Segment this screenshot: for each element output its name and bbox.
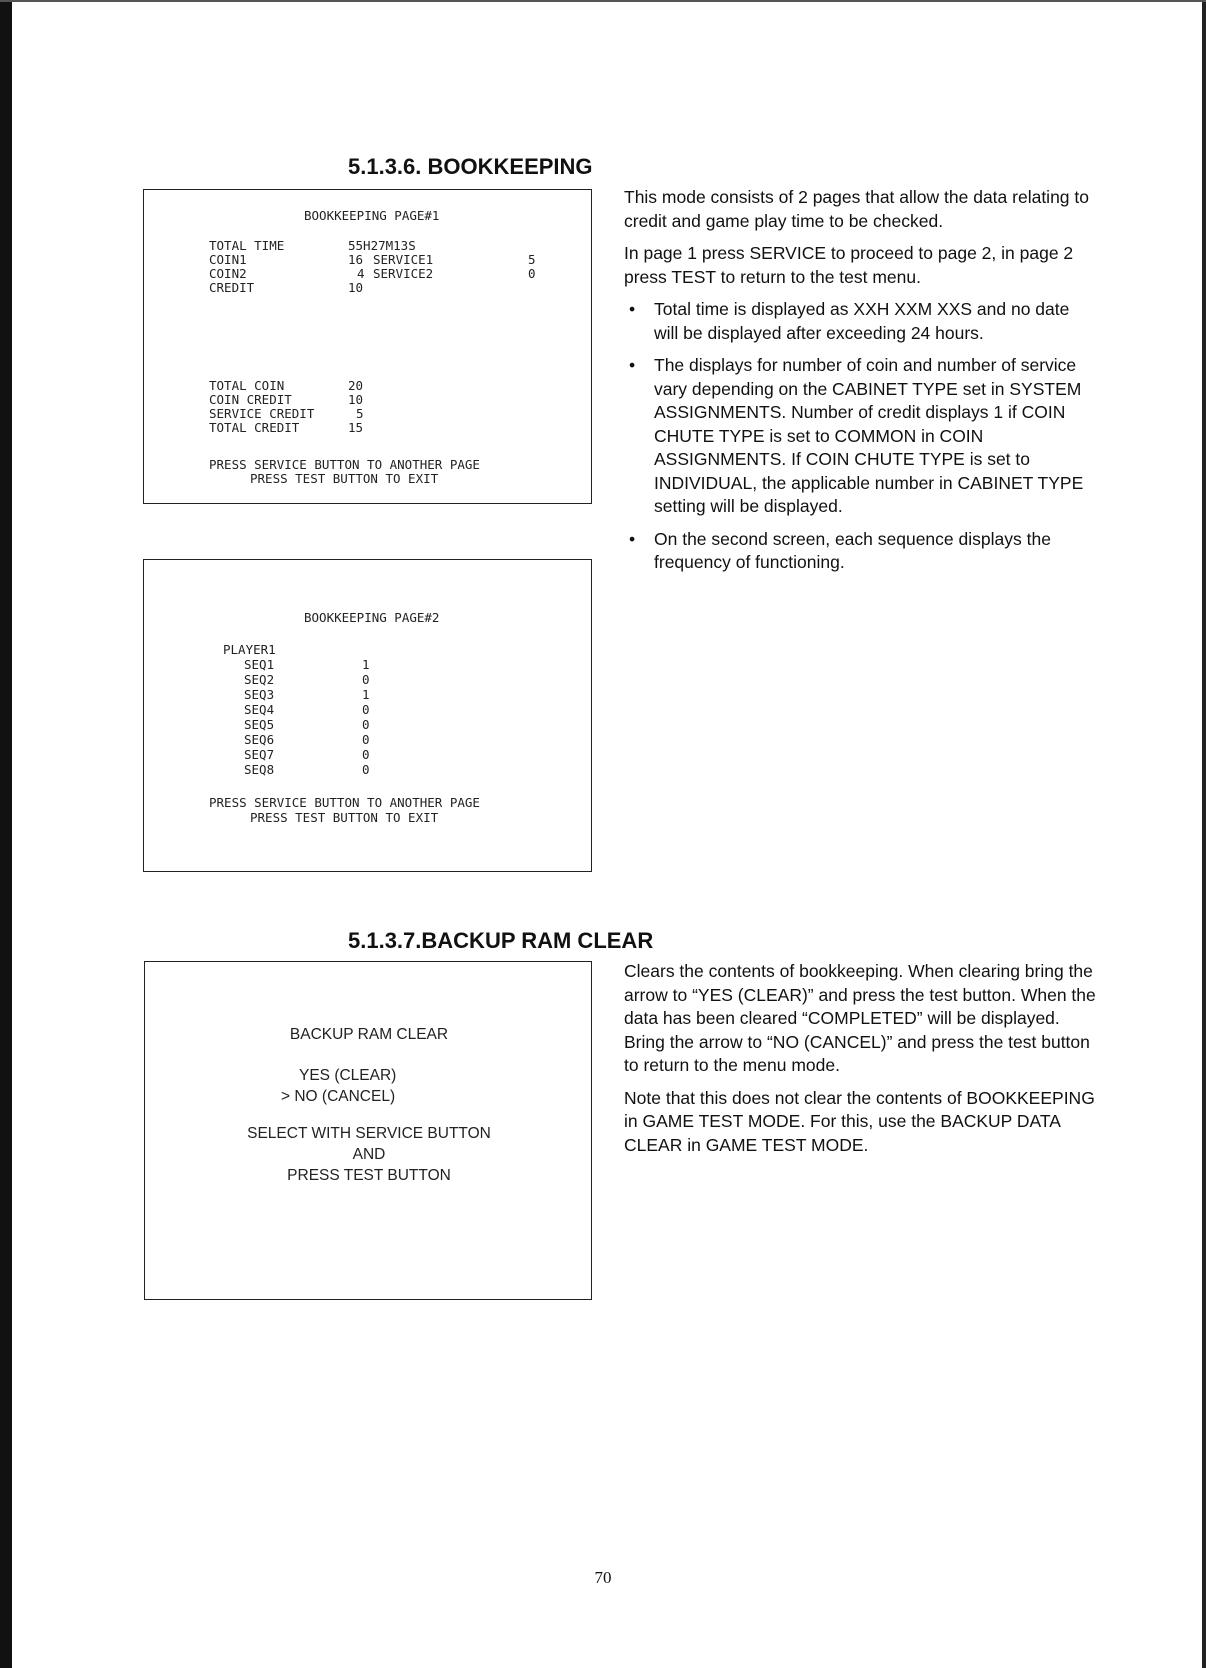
page2-seq-value: 0 (362, 762, 370, 777)
page1-row-extra-value: 0 (528, 266, 536, 281)
bullet-icon: • (629, 355, 636, 375)
page2-seq-value: 0 (362, 717, 370, 732)
page2-seq-label: SEQ4 (244, 702, 275, 717)
backup-desc-para1: Clears the contents of bookkeeping. When clearing bring the arrow to “YES (CLEAR)” and press the test button. When the data has been cleared “COMPLETED” will be displayed. Bring the arrow to “NO (CANCEL)” and press the test button to return to the menu mode. (624, 961, 1096, 1075)
page2-seq-label: SEQ2 (244, 672, 275, 687)
bookkeeping-page1-panel (143, 189, 592, 504)
page-number: 70 (594, 1568, 612, 1587)
backup-instruction-line3: PRESS TEST BUTTON (287, 1167, 451, 1184)
page2-seq-label: SEQ6 (244, 732, 275, 747)
page2-seq-label: SEQ1 (244, 657, 275, 672)
bookkeeping-desc-para2: In page 1 press SERVICE to proceed to page 2, in page 2 press TEST to return to the test menu. (624, 243, 1074, 287)
page1-row-extra-label: SERVICE2 (373, 266, 434, 281)
page1-row-extra-value: 5 (528, 252, 536, 267)
page1-footer-line1: PRESS SERVICE BUTTON TO ANOTHER PAGE (209, 457, 480, 472)
bookkeeping-page2-panel (143, 559, 592, 872)
page2-seq-value: 0 (362, 732, 370, 747)
page1-title: BOOKKEEPING PAGE#1 (304, 208, 440, 223)
page2-seq-label: SEQ3 (244, 687, 275, 702)
backup-instruction-line2: AND (352, 1146, 386, 1163)
page1-footer-line2: PRESS TEST BUTTON TO EXIT (250, 471, 439, 486)
backup-ram-clear-heading: 5.1.3.7.BACKUP RAM CLEAR (348, 928, 654, 953)
page1-row-extra-label: SERVICE1 (373, 252, 434, 267)
page1-total-label: TOTAL CREDIT (209, 420, 300, 435)
page2-footer-line2: PRESS TEST BUTTON TO EXIT (250, 810, 439, 825)
scan-edge-left (0, 0, 12, 1668)
page2-player-label: PLAYER1 (223, 642, 276, 657)
page2-seq-value: 1 (362, 687, 370, 702)
page2-seq-label: SEQ7 (244, 747, 275, 762)
bullet-text: On the second screen, each sequence displays the frequency of functioning. (654, 528, 1051, 572)
page2-footer-line1: PRESS SERVICE BUTTON TO ANOTHER PAGE (209, 795, 480, 810)
page1-total-value: 15 (348, 420, 364, 435)
page1-total-value: 20 (348, 378, 364, 393)
page1-total-label: COIN CREDIT (209, 392, 292, 407)
page1-row-label: CREDIT (209, 280, 255, 295)
page2-seq-label: SEQ5 (244, 717, 275, 732)
bookkeeping-bullet-list (624, 298, 1096, 575)
page1-row-value: 10 (348, 280, 364, 295)
page1-row-value: 16 (348, 252, 364, 267)
scan-edge-top (0, 0, 1206, 2)
page1-row-label: TOTAL TIME (209, 238, 285, 253)
page2-seq-label: SEQ8 (244, 762, 275, 777)
page1-total-label: SERVICE CREDIT (209, 406, 315, 421)
page1-total-label: TOTAL COIN (209, 378, 285, 393)
page1-total-value: 10 (348, 392, 364, 407)
backup-screen-title: BACKUP RAM CLEAR (289, 1026, 449, 1043)
page1-row-label: COIN1 (209, 252, 247, 267)
page1-row-value: 55H27M13S (348, 238, 416, 253)
page1-total-value: 5 (356, 406, 364, 421)
backup-ram-clear-panel (144, 961, 592, 1300)
scan-edge-right (1202, 0, 1206, 1668)
backup-description (624, 960, 1096, 1166)
page2-seq-value: 0 (362, 747, 370, 762)
page2-title: BOOKKEEPING PAGE#2 (304, 610, 440, 625)
backup-instruction-line1: SELECT WITH SERVICE BUTTON (247, 1125, 491, 1142)
page1-row-label: COIN2 (209, 266, 247, 281)
bullet-item (624, 528, 1096, 575)
bullet-icon: • (629, 528, 636, 549)
bullet-text: Total time is displayed as XXH XXM XXS and no date will be displayed after exceeding 24 hours. (654, 299, 1070, 343)
bookkeeping-desc-para1: This mode consists of 2 pages that allow the data relating to credit and game play time to be checked. (624, 187, 1089, 231)
backup-option-no: > NO (CANCEL) (281, 1088, 396, 1105)
bullet-text: The displays for number of coin and number of service vary depending on the CABINET TYPE set in SYSTEM ASSIGNMENTS. Number of credit displays 1 if COIN CHUTE TYPE is set to COMMON in COIN ASSIGNMENTS. If COIN CHUTE TYPE is set to INDIVIDUAL, the applicable number in CABINET TYPE setting will be displayed. (654, 355, 1084, 516)
bullet-icon: • (629, 299, 636, 319)
backup-option-yes: YES (CLEAR) (299, 1067, 397, 1084)
page2-seq-value: 0 (362, 672, 370, 687)
page2-seq-value: 1 (362, 657, 370, 672)
bookkeeping-heading: 5.1.3.6. BOOKKEEPING (348, 154, 593, 179)
bullet-item (624, 354, 1096, 519)
backup-desc-para2: Note that this does not clear the contents of BOOKKEEPING in GAME TEST MODE. For this, use the BACKUP DATA CLEAR in GAME TEST MODE. (624, 1087, 1095, 1155)
page1-row-value: 4 (357, 266, 365, 281)
bookkeeping-description (624, 186, 1096, 584)
bullet-item (624, 298, 1096, 345)
page2-seq-value: 0 (362, 702, 370, 717)
